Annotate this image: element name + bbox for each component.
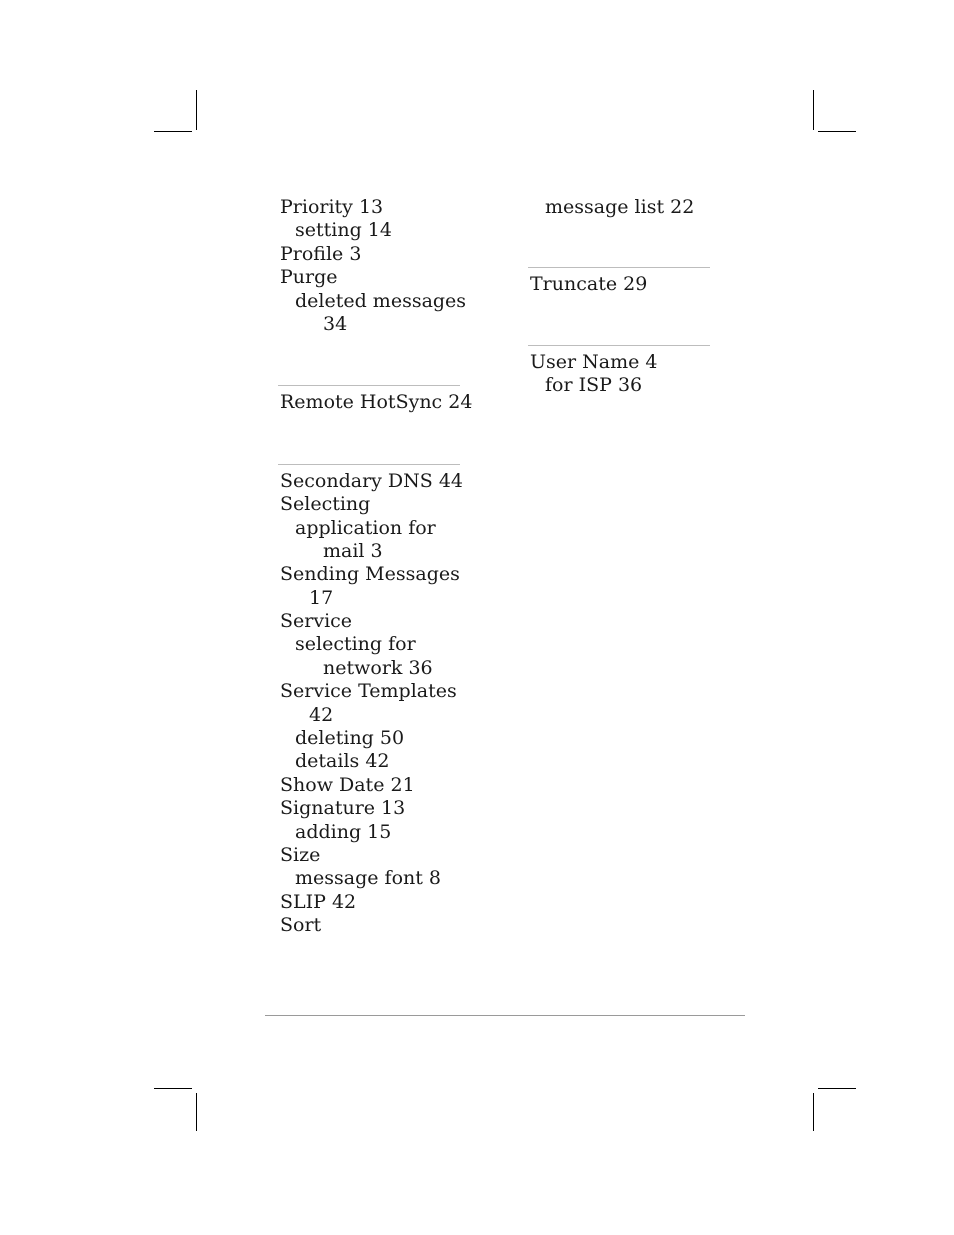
index-subentry: deleted messages [295,289,467,312]
index-subentry: deleting 50 [295,727,405,750]
index-entry: Priority 13 [280,196,384,218]
index-subentry: selecting for [295,633,416,656]
crop-mark-bottom-left-h [154,1088,192,1089]
index-subentry: message list 22 [545,196,695,218]
crop-mark-top-right-v [813,90,814,130]
index-subentry: setting 14 [295,219,392,242]
crop-mark-top-left-h [154,131,192,132]
crop-mark-top-right-h [818,131,856,132]
index-column-right [530,196,730,398]
footer-rule [265,1015,745,1016]
index-subentry: for ISP 36 [545,374,643,397]
index-entry: Service [280,610,353,633]
index-column-left [280,196,480,938]
crop-mark-bottom-left-v [196,1093,197,1131]
section-gap [280,415,480,464]
index-entry: Size [280,843,321,866]
index-entry: Sending Messages [280,563,460,586]
section-gap [530,297,730,345]
crop-mark-top-left-v [196,90,197,130]
index-entry: Secondary DNS 44 [280,469,464,492]
index-entry: Purge [280,266,338,289]
crop-mark-bottom-right-v [813,1093,814,1131]
crop-mark-bottom-right-h [818,1088,856,1089]
index-entry: Service Templates [280,680,457,703]
index-subentry: message font 8 [295,867,442,890]
index-subentry: 42 [309,703,334,726]
index-entry: Sort [280,914,322,937]
section-gap [280,336,480,385]
index-entry: Remote HotSync 24 [280,391,473,414]
section-gap [530,219,730,267]
index-subentry: mail 3 [323,539,383,562]
index-subentry: details 42 [295,750,390,773]
index-entry: Signature 13 [280,797,406,820]
index-entry: User Name 4 [530,350,658,373]
index-subentry: 34 [323,312,348,335]
index-entry: Truncate 29 [530,273,648,296]
index-entry: Show Date 21 [280,773,415,796]
index-entry: SLIP 42 [280,890,357,913]
index-subentry: application for [295,516,436,539]
index-subentry: 17 [309,586,334,609]
index-subentry: adding 15 [295,820,392,843]
index-subentry: network 36 [323,656,433,679]
index-entry: Selecting [280,493,371,516]
index-entry: Profile 3 [280,242,362,265]
